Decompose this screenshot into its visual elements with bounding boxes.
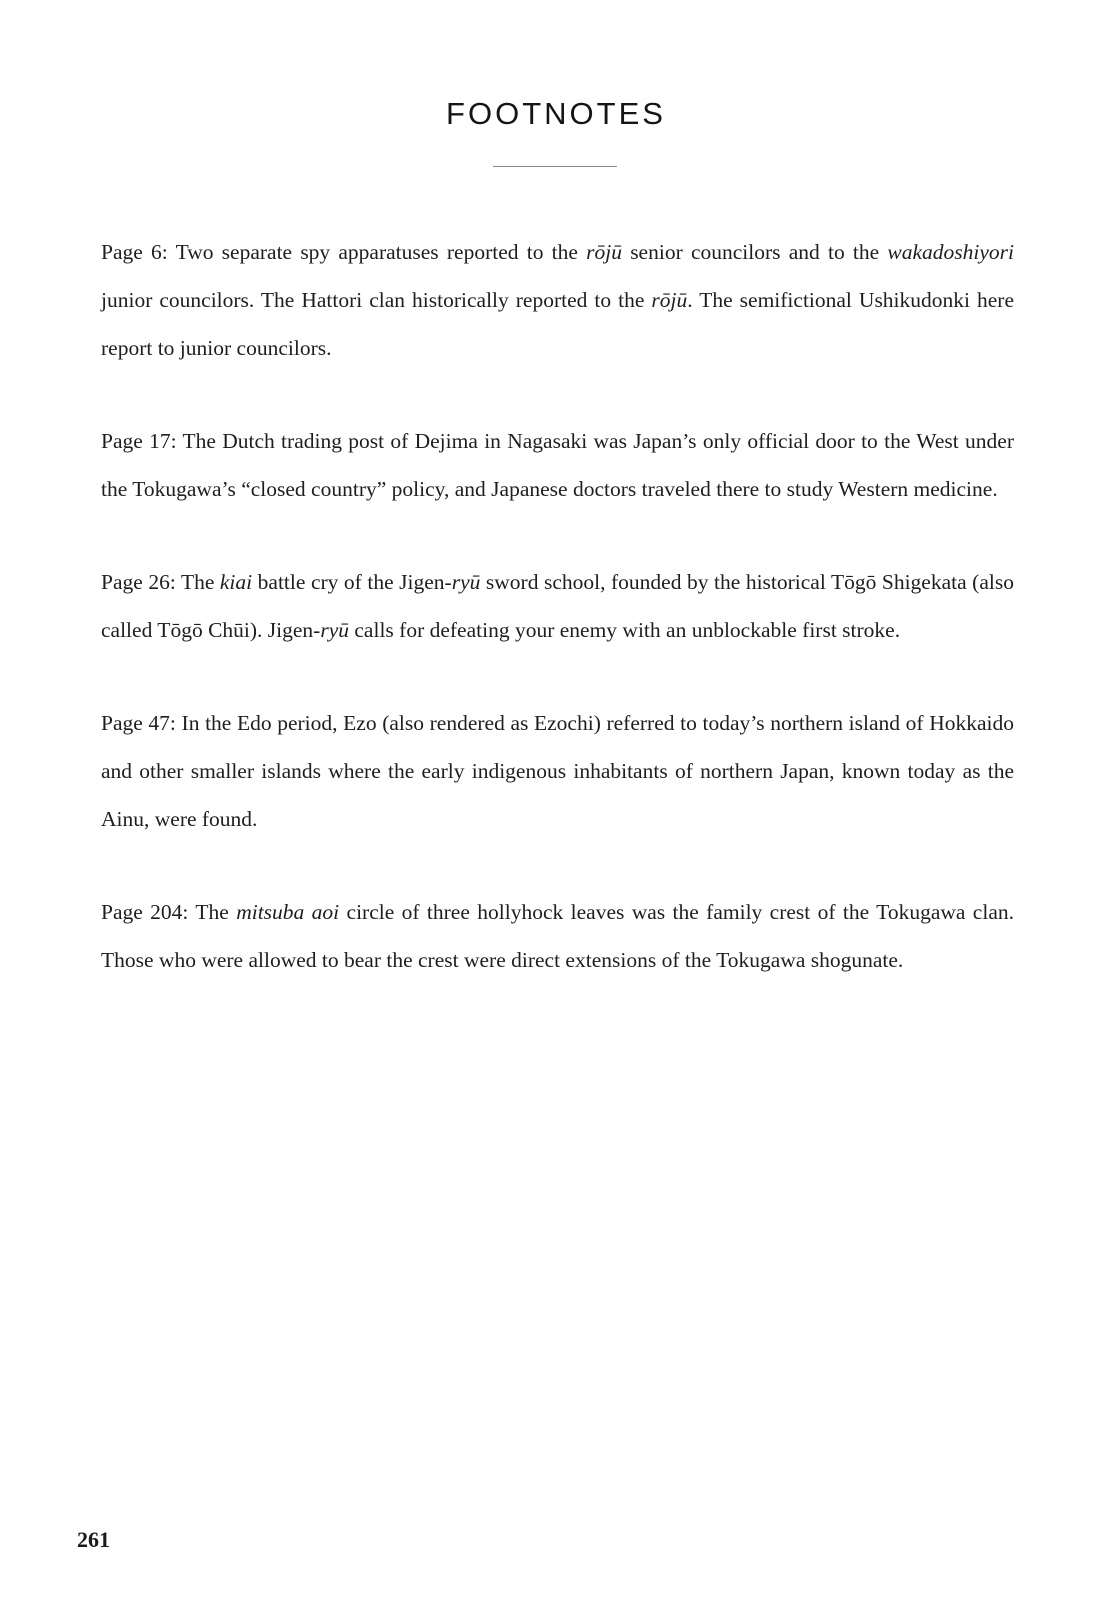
footnote-term: rōjū bbox=[651, 288, 688, 312]
footnote-text: Two separate spy apparatuses reported to the bbox=[175, 240, 587, 264]
footnote-text: The bbox=[180, 570, 220, 594]
title-divider bbox=[493, 166, 617, 167]
footnote-item bbox=[101, 558, 1014, 654]
footnote-text: The bbox=[195, 900, 237, 924]
page-number: 261 bbox=[77, 1527, 110, 1552]
footnote-page-ref: Page 204: bbox=[101, 900, 196, 924]
footnote-item bbox=[101, 417, 1014, 513]
footnote-item bbox=[101, 699, 1014, 843]
footnote-text: The Dutch trading post of Dejima in Nagasaki was Japan’s only official door to the West under the Tokugawa’s “closed country” policy, and Japanese doctors traveled there to study Western medicine. bbox=[101, 429, 1014, 501]
footnote-text: circle of three hollyhock leaves was the family crest of the Tokugawa clan. Those who were allowed to bear the crest were direct extensions of the Tokugawa shogunate. bbox=[101, 900, 1014, 972]
footnote-text: senior councilors and to the bbox=[621, 240, 888, 264]
footnote-item bbox=[101, 888, 1014, 984]
footnote-text: sword school, founded by the historical Tōgō Shigekata (also called Tōgō Chūi). Jigen- bbox=[101, 570, 1014, 642]
footnote-term: ryū bbox=[451, 570, 481, 594]
footnote-term: rōjū bbox=[586, 240, 622, 264]
footnote-term: mitsuba aoi bbox=[236, 900, 340, 924]
footnote-page-ref: Page 17: bbox=[101, 429, 183, 453]
footnote-term: kiai bbox=[219, 570, 253, 594]
footnote-text: calls for defeating your enemy with an unblockable first stroke. bbox=[349, 618, 901, 642]
footnote-item bbox=[101, 228, 1014, 372]
footnote-page-ref: Page 6: bbox=[101, 240, 176, 264]
footnote-text: In the Edo period, Ezo (also rendered as Ezochi) referred to today’s northern island of Hokkaido and other smaller islands where the early indigenous inhabitants of northern Japan, known today as the Ainu, were found. bbox=[101, 711, 1014, 831]
footnote-text: . The semifictional Ushikudonki here report to junior councilors. bbox=[101, 288, 1014, 360]
footnote-text: battle cry of the Jigen- bbox=[252, 570, 452, 594]
footnote-term: wakadoshiyori bbox=[887, 240, 1014, 264]
footnote-page-ref: Page 47: bbox=[101, 711, 182, 735]
page-title: FOOTNOTES bbox=[446, 96, 666, 131]
footnote-page-ref: Page 26: bbox=[101, 570, 181, 594]
footnote-text: junior councilors. The Hattori clan historically reported to the bbox=[101, 288, 652, 312]
footnote-list bbox=[101, 228, 1014, 984]
footnote-term: ryū bbox=[320, 618, 350, 642]
